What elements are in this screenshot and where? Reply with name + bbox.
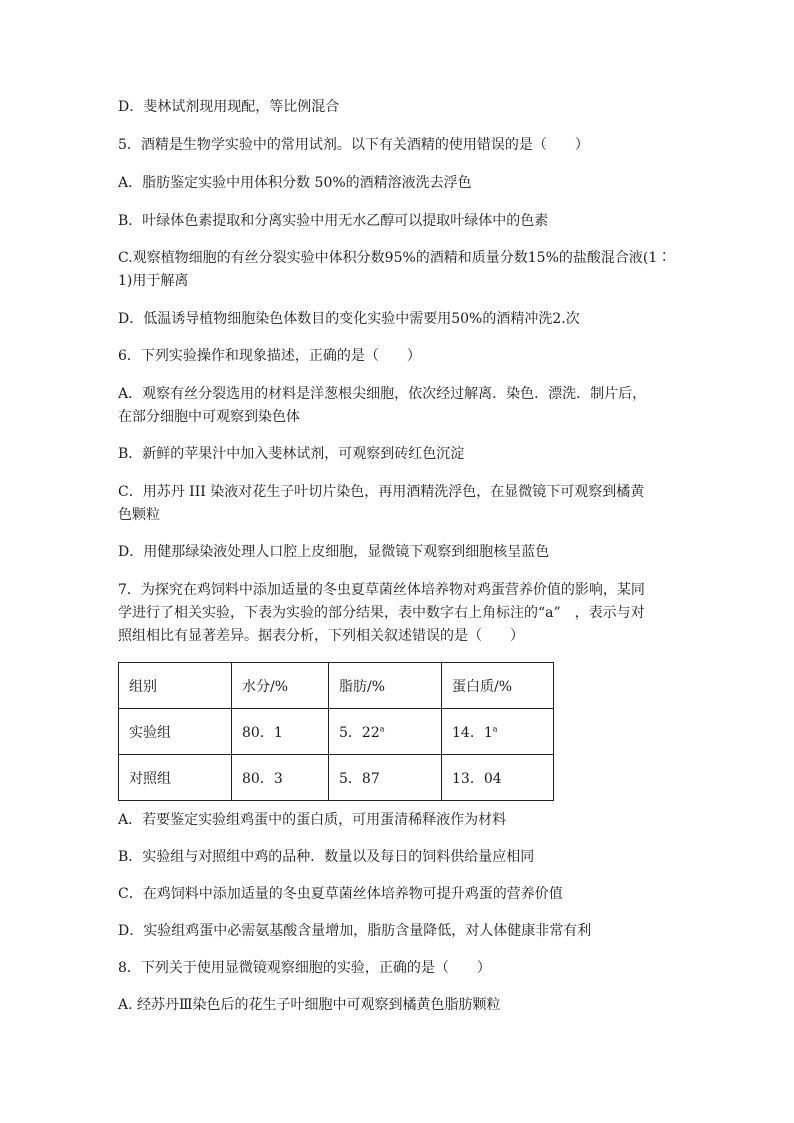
protein-value: 13．04	[452, 770, 502, 787]
table-header-row	[119, 663, 554, 709]
cell-protein	[442, 755, 554, 801]
significance-mark: a	[379, 723, 385, 733]
question-5-stem: 5．酒精是生物学实验中的常用试剂。以下有关酒精的使用错误的是（ ）	[118, 137, 589, 153]
option-c-q6: C．用苏丹 III 染液对花生子叶切片染色，再用酒精洗浮色，在显微镜下可观察到橘黄	[118, 484, 645, 500]
option-a-q6: A．观察有丝分裂选用的材料是洋葱根尖细胞，依次经过解离．染色．漂洗．制片后，	[118, 386, 647, 402]
question-6-stem: 6．下列实验操作和现象描述，正确的是（ ）	[118, 348, 421, 364]
option-c-q7: C．在鸡饲料中添加适量的冬虫夏草菌丝体培养物可提升鸡蛋的营养价值	[118, 886, 563, 902]
header-fat: 脂肪/%	[329, 663, 442, 709]
option-b-q6: B．新鲜的苹果汁中加入斐林试剂，可观察到砖红色沉淀	[118, 446, 465, 462]
option-a-q8: A. 经苏丹Ⅲ染色后的花生子叶细胞中可观察到橘黄色脂肪颗粒	[118, 997, 501, 1013]
results-table	[118, 662, 554, 801]
option-d-q5: D．低温诱导植物细胞染色体数目的变化实验中需要用50%的酒精冲洗2.次	[118, 311, 580, 327]
question-7-stem-cont: 学进行了相关实验，下表为实验的部分结果，表中数字右上角标注的“a” ，表示与对	[118, 605, 645, 621]
header-protein: 蛋白质/%	[442, 663, 554, 709]
cell-water: 80．1	[232, 709, 329, 755]
option-d-q4: D．斐林试剂现用现配，等比例混合	[118, 99, 340, 115]
option-c-q6-cont: 色颗粒	[118, 507, 160, 523]
header-water: 水分/%	[232, 663, 329, 709]
option-d-q7: D．实验组鸡蛋中必需氨基酸含量增加，脂肪含量降低，对人体健康非常有利	[118, 923, 592, 939]
fat-value: 5．87	[339, 770, 380, 787]
option-a-q7: A．若要鉴定实验组鸡蛋中的蛋白质，可用蛋清稀释液作为材料	[118, 812, 507, 828]
table-row	[119, 755, 554, 801]
option-b-q7: B．实验组与对照组中鸡的品种．数量以及每日的饲料供给量应相同	[118, 849, 535, 865]
significance-mark: a	[492, 723, 498, 733]
cell-group: 实验组	[119, 709, 232, 755]
question-8-stem: 8．下列关于使用显微镜观察细胞的实验，正确的是（ ）	[118, 960, 491, 976]
fat-value: 5．22	[339, 724, 380, 741]
option-a-q6-cont: 在部分细胞中可观察到染色体	[118, 409, 300, 425]
cell-protein	[442, 709, 554, 755]
option-c-q5: C.观察植物细胞的有丝分裂实验中体积分数95%的酒精和质量分数15%的盐酸混合液(1∶	[118, 250, 672, 266]
cell-fat	[329, 755, 442, 801]
question-7-stem: 7．为探究在鸡饲料中添加适量的冬虫夏草菌丝体培养物对鸡蛋营养价值的影响，某同	[118, 582, 645, 598]
protein-value: 14．1	[452, 724, 493, 741]
option-a-q5: A．脂肪鉴定实验中用体积分数 50%的酒精溶液洗去浮色	[118, 175, 472, 191]
cell-group: 对照组	[119, 755, 232, 801]
question-7-stem-cont2: 照组相比有显著差异。据表分析，下列相关叙述错误的是（ ）	[118, 628, 524, 644]
cell-water: 80．3	[232, 755, 329, 801]
table-row	[119, 709, 554, 755]
option-c-q5-cont: 1)用于解离	[118, 273, 189, 289]
header-group: 组别	[119, 663, 232, 709]
option-b-q5: B．叶绿体色素提取和分离实验中用无水乙醇可以提取叶绿体中的色素	[118, 213, 549, 229]
cell-fat	[329, 709, 442, 755]
option-d-q6: D．用健那绿染液处理人口腔上皮细胞，显微镜下观察到细胞核呈蓝色	[118, 544, 550, 560]
